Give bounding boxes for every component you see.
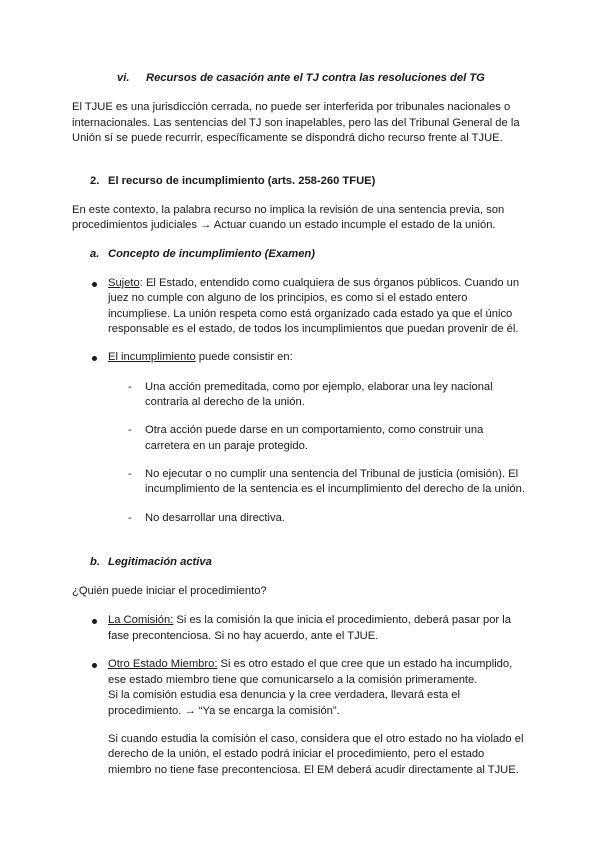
incumplimiento-rest: puede consistir en: [195, 351, 293, 363]
dash-marker: - [128, 468, 132, 480]
dash-marker: - [128, 381, 132, 393]
dash-item-3-line-2: incumplimiento de la sentencia es el incumplimiento del derecho de la unión. [145, 483, 525, 495]
otro-estado-first-line [108, 657, 512, 673]
intro-line-2: internacionales. Las sentencias del TJ son inapelables, pero las del Tribunal General de la [72, 117, 520, 129]
context-line-2: procedimientos judiciales → Actuar cuando un estado incumple el estado de la unión. [72, 219, 496, 231]
subsection-a-letter: a. [90, 248, 100, 260]
bullet-icon [92, 663, 97, 668]
subsection-b-letter: b. [90, 556, 100, 568]
sujeto-line-2: juez no cumple con alguno de los principios, es como si el estado entero [108, 292, 468, 304]
comision-first-line [108, 613, 511, 629]
subsection-b-title: Legitimación activa [108, 556, 212, 568]
comision-line-2: fase precontenciosa. Si no hay acuerdo, ante el TJUE. [108, 630, 379, 642]
sujeto-first-line [108, 276, 519, 292]
bullet-icon [92, 619, 97, 624]
dash-marker: - [128, 512, 132, 524]
otro-estado-line-2: ese estado miembro tiene que comunicarselo a la comisión primeramente. [108, 674, 478, 686]
dash-item-4-line-1: No desarrollar una directiva. [145, 512, 285, 524]
otro-estado-followup-3: miembro no tiene fase precontenciosa. El EM deberá acudir directamente al TJUE. [108, 764, 519, 776]
dash-item-3-line-1: No ejecutar o no cumplir una sentencia del Tribunal de justicia (omisión). El [145, 468, 519, 480]
sujeto-term: Sujeto [108, 277, 140, 289]
comision-term: La Comisión: [108, 614, 174, 626]
dash-marker: - [128, 424, 132, 436]
intro-line-1: El TJUE es una jurisdicción cerrada, no puede ser interferida por tribunales nacionales o [72, 101, 511, 113]
sujeto-line-4: responsable es el estado, de todos los incumplimientos que puedan provenir de él. [108, 323, 519, 335]
subsection-a-title: Concepto de incumplimiento (Examen) [108, 248, 315, 260]
section-vi-number: vi. [117, 72, 130, 84]
bullet-icon [92, 282, 97, 287]
context-line-1: En este contexto, la palabra recurso no implica la revisión de una sentencia previa, son [72, 204, 505, 216]
intro-line-3: Unión sí se puede recurrir, específicamente se dispondrá dicho recurso frente al TJUE. [72, 132, 503, 144]
section-2-number: 2. [90, 175, 100, 187]
bullet-icon [92, 356, 97, 361]
dash-item-1-line-1: Una acción premeditada, como por ejemplo, elaborar una ley nacional [145, 381, 493, 393]
otro-estado-followup-1: Si cuando estudia la comisión el caso, considera que el otro estado no ha violado el [108, 733, 524, 745]
dash-item-2-line-1: Otra acción puede darse en un comportamiento, como construir una [145, 424, 484, 436]
dash-item-2-line-2: carretera en un paraje protegido. [145, 440, 308, 452]
otro-estado-line-3: Si la comisión estudia esa denuncia y la cree verdadera, llevará esta el [108, 689, 460, 701]
sujeto-line-3: incumpliese. La unión respeta como está organizado cada estado ya que el único [108, 308, 513, 320]
incumplimiento-line [108, 350, 293, 366]
otro-estado-followup-2: derecho de la unión, el estado podrá iniciar el procedimiento, pero el estado [108, 748, 485, 760]
sujeto-first-line-rest: : El Estado, entendido como cualquiera de sus órganos públicos. Cuando un [139, 277, 520, 289]
incumplimiento-term: El incumplimiento [108, 351, 196, 363]
otro-estado-first-line-rest: Si es otro estado el que cree que un estado ha incumplido, [217, 658, 513, 670]
otro-estado-line-4: procedimiento. → “Ya se encarga la comisión”. [108, 705, 340, 717]
section-2-title: El recurso de incumplimiento (arts. 258-260 TFUE) [108, 175, 376, 187]
question-text: ¿Quién puede iniciar el procedimiento? [72, 585, 267, 597]
dash-item-1-line-2: contraria al derecho de la unión. [145, 396, 305, 408]
otro-estado-term: Otro Estado Miembro: [108, 658, 218, 670]
comision-first-line-rest: Si es la comisión la que inicia el procedimiento, deberá pasar por la [173, 614, 511, 626]
section-vi-title: Recursos de casación ante el TJ contra las resoluciones del TG [146, 72, 485, 84]
